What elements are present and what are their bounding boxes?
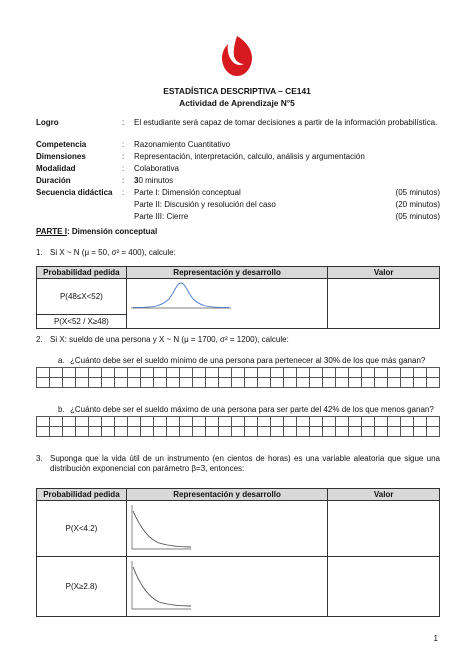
grid-cell[interactable] [297,368,310,378]
grid-cell[interactable] [284,368,297,378]
grid-cell[interactable] [89,378,102,388]
grid-cell[interactable] [310,378,323,388]
grid-cell[interactable] [63,417,76,427]
document-page: ESTADÍSTICA DESCRIPTIVA – CE141 Actividad de Aprendizaje N°5 Logro : El estudiante será capaz de tomar decisiones a partir de la información probabilística. Competencia : Razonamiento Cuantitativo Dimensiones : Representación, interpretación, calculo, análisis y argumentación Modalidad : Colaborativa Duración : 30 minutos Secuencia didáctica : Parte I: Dimensión conceptual (05 minutos) Parte II: Discusión y resolución del caso (20 minutos) Parte III: Cierre (05 minutos) PARTE I: Dimensión conceptual 1. Si X ~ N (μ = 50, σ² = 400), calcule: Probabilidad pedida Representación y desarrollo Valor P(48≤X<52) P(X<52 / X≥48) 2. Si X: sueldo de una persona y X ~ N (μ = 1700, σ² = 1200), calcule: a. ¿Cuánto debe ser el sueldo mínimo de una persona para pertenecer al 30% de los que más ganan? b. ¿Cuánto debe ser el sueldo máximo de una persona para ser parte del 42% de los que menos ganan? 3. Suponga que la vida útil de un instrumento (en cientos de horas) es una variable aleatoria que sigue una distribución exponencial con parámetro β=3, entonces: Probabilidad pedida Representación y desarrollo Valor P(X<4.2) P(X≥2.8) 1 [0,0,474,670]
grid-cell[interactable] [310,368,323,378]
grid-cell[interactable] [401,378,414,388]
probability-table-1 [36,266,440,329]
grid-cell[interactable] [180,378,193,388]
grid-cell[interactable] [336,417,349,427]
grid-cell[interactable] [258,427,271,437]
sequence-line: Parte III: Cierre (05 minutos) [134,212,440,221]
page-number: 1 [433,634,438,643]
grid-cell[interactable] [323,378,336,388]
grid-cell[interactable] [271,378,284,388]
exponential-curve-icon [129,559,193,611]
grid-cell[interactable] [37,368,50,378]
grid-cell[interactable] [102,417,115,427]
grid-cell[interactable] [362,417,375,427]
grid-cell[interactable] [180,368,193,378]
representation-cell[interactable] [126,279,328,329]
grid-cell[interactable] [414,368,427,378]
grid-cell[interactable] [284,427,297,437]
normal-curve-icon [131,281,231,311]
grid-cell[interactable] [271,427,284,437]
grid-cell[interactable] [193,368,206,378]
answer-grid-2a[interactable] [36,367,440,388]
grid-cell[interactable] [193,417,206,427]
grid-cell[interactable] [271,368,284,378]
header-valor: Valor [328,489,440,501]
grid-cell[interactable] [193,378,206,388]
grid-cell[interactable] [154,368,167,378]
grid-cell[interactable] [258,378,271,388]
grid-cell[interactable] [349,417,362,427]
header-representacion: Representación y desarrollo [126,267,328,279]
grid-cell[interactable] [141,417,154,427]
grid-cell[interactable] [37,378,50,388]
grid-cell[interactable] [258,368,271,378]
grid-cell[interactable] [232,368,245,378]
grid-cell[interactable] [37,427,50,437]
grid-cell[interactable] [115,417,128,427]
grid-cell[interactable] [154,427,167,437]
grid-cell[interactable] [375,368,388,378]
grid-cell[interactable] [323,417,336,427]
grid-cell[interactable] [310,427,323,437]
grid-cell[interactable] [323,427,336,437]
grid-cell[interactable] [427,427,440,437]
grid-cell[interactable] [63,368,76,378]
grid-cell[interactable] [401,368,414,378]
grid-cell[interactable] [128,378,141,388]
grid-cell[interactable] [414,427,427,437]
grid-cell[interactable] [349,378,362,388]
sequence-line: Parte II: Discusión y resolución del caso (20 minutos) [134,200,440,209]
grid-cell[interactable] [414,378,427,388]
grid-cell[interactable] [336,378,349,388]
grid-cell[interactable] [154,417,167,427]
grid-cell[interactable] [362,427,375,437]
grid-cell[interactable] [375,378,388,388]
grid-cell[interactable] [193,427,206,437]
value-cell[interactable] [328,501,440,557]
grid-cell[interactable] [232,417,245,427]
grid-cell[interactable] [232,378,245,388]
grid-cell[interactable] [76,417,89,427]
grid-cell[interactable] [37,417,50,427]
grid-cell[interactable] [50,368,63,378]
grid-cell[interactable] [336,368,349,378]
grid-cell[interactable] [323,368,336,378]
grid-cell[interactable] [206,417,219,427]
grid-cell[interactable] [63,427,76,437]
grid-cell[interactable] [206,368,219,378]
grid-cell[interactable] [219,427,232,437]
value-cell[interactable] [328,279,440,329]
grid-cell[interactable] [401,417,414,427]
grid-cell[interactable] [167,417,180,427]
grid-cell[interactable] [401,427,414,437]
grid-cell[interactable] [219,378,232,388]
grid-cell[interactable] [128,417,141,427]
answer-grid-2b[interactable] [36,416,440,437]
table-cell-probability: P(X<52 / X≥48) [37,315,127,329]
activity-title: Actividad de Aprendizaje N°5 [179,98,295,108]
grid-cell[interactable] [89,368,102,378]
grid-cell[interactable] [167,368,180,378]
header-valor: Valor [328,267,440,279]
grid-cell[interactable] [271,417,284,427]
representation-cell[interactable] [126,501,327,557]
header-probabilidad: Probabilidad pedida [37,489,127,501]
grid-cell[interactable] [180,427,193,437]
grid-cell[interactable] [310,417,323,427]
table-cell-probability: P(48≤X<52) [37,279,127,315]
grid-cell[interactable] [388,417,401,427]
grid-cell[interactable] [115,368,128,378]
grid-cell[interactable] [245,427,258,437]
grid-cell[interactable] [50,378,63,388]
grid-cell[interactable] [349,368,362,378]
grid-cell[interactable] [245,368,258,378]
course-title: ESTADÍSTICA DESCRIPTIVA – CE141 [163,86,311,96]
grid-cell[interactable] [388,368,401,378]
grid-cell[interactable] [297,378,310,388]
grid-cell[interactable] [102,368,115,378]
grid-cell[interactable] [154,378,167,388]
representation-cell[interactable] [126,557,327,617]
table-cell-probability: P(X≥2.8) [37,557,127,617]
grid-cell[interactable] [245,378,258,388]
exponential-curve-icon [129,503,193,551]
grid-cell[interactable] [128,368,141,378]
part-one-heading: PARTE I: Dimensión conceptual [36,227,158,236]
grid-cell[interactable] [50,427,63,437]
grid-cell[interactable] [284,378,297,388]
grid-cell[interactable] [167,427,180,437]
grid-cell[interactable] [115,427,128,437]
grid-cell[interactable] [388,427,401,437]
grid-cell[interactable] [89,417,102,427]
grid-cell[interactable] [128,427,141,437]
grid-cell[interactable] [388,378,401,388]
grid-cell[interactable] [206,427,219,437]
grid-cell[interactable] [336,427,349,437]
grid-cell[interactable] [115,378,128,388]
grid-cell[interactable] [180,417,193,427]
grid-cell[interactable] [427,378,440,388]
grid-cell[interactable] [141,368,154,378]
table-cell-probability: P(X<4.2) [37,501,127,557]
header-representacion: Representación y desarrollo [126,489,327,501]
grid-cell[interactable] [102,378,115,388]
grid-cell[interactable] [141,427,154,437]
grid-cell[interactable] [232,427,245,437]
value-cell[interactable] [328,557,440,617]
grid-cell[interactable] [206,378,219,388]
grid-cell[interactable] [427,368,440,378]
grid-cell[interactable] [76,368,89,378]
university-logo-icon [218,34,256,78]
sequence-line: Parte I: Dimensión conceptual (05 minutos) [134,188,440,197]
grid-cell[interactable] [219,368,232,378]
grid-cell[interactable] [141,378,154,388]
grid-cell[interactable] [102,427,115,437]
grid-cell[interactable] [63,378,76,388]
grid-cell[interactable] [414,417,427,427]
grid-cell[interactable] [362,368,375,378]
grid-cell[interactable] [219,417,232,427]
grid-cell[interactable] [362,378,375,388]
grid-cell[interactable] [297,427,310,437]
grid-cell[interactable] [258,417,271,427]
grid-cell[interactable] [427,417,440,427]
grid-cell[interactable] [284,417,297,427]
grid-cell[interactable] [375,427,388,437]
grid-cell[interactable] [76,427,89,437]
grid-cell[interactable] [50,417,63,427]
grid-cell[interactable] [349,427,362,437]
grid-cell[interactable] [245,417,258,427]
grid-cell[interactable] [297,417,310,427]
grid-cell[interactable] [375,417,388,427]
grid-cell[interactable] [76,378,89,388]
header-probabilidad: Probabilidad pedida [37,267,127,279]
probability-table-2 [36,488,440,617]
grid-cell[interactable] [167,378,180,388]
grid-cell[interactable] [89,427,102,437]
